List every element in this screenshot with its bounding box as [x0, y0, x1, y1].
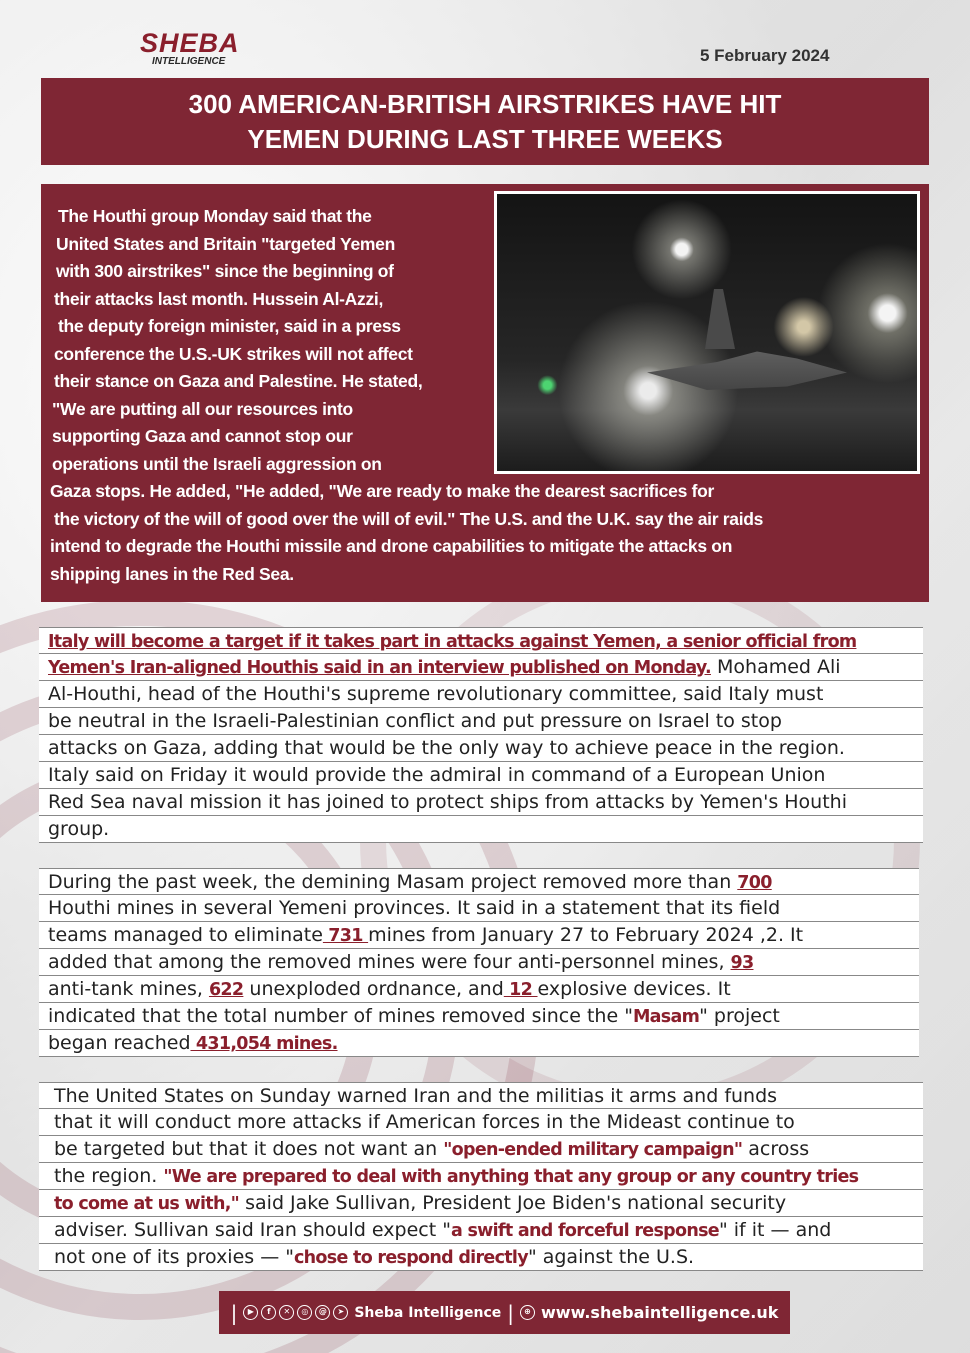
- article-line: [39, 1190, 923, 1217]
- instagram-icon[interactable]: ◎: [297, 1305, 312, 1320]
- threads-icon[interactable]: @: [315, 1305, 330, 1320]
- website-link[interactable]: www.shebaintelligence.uk: [541, 1303, 779, 1322]
- telegram-icon[interactable]: ➤: [333, 1305, 348, 1320]
- logo-main-text: SHEBA: [140, 28, 240, 58]
- lead-line: their attacks last month. Hussein Al-Azzi,: [54, 288, 384, 309]
- divider: |: [230, 1300, 238, 1325]
- italy-article: [39, 627, 923, 843]
- us-warning-article: [39, 1082, 923, 1271]
- article-line: group.: [39, 816, 923, 843]
- article-text: Mohamed Ali: [710, 656, 841, 678]
- lead-line: with 300 airstrikes" since the beginning of: [56, 261, 394, 281]
- article-text: explosive devices. It: [537, 978, 731, 1000]
- footer-bar: [219, 1291, 790, 1334]
- highlight-number: 622: [208, 980, 244, 1000]
- headline-line-1: 300 AMERICAN-BRITISH AIRSTRIKES HAVE HIT: [188, 88, 782, 119]
- highlight-quote: a swift and forceful response: [450, 1221, 719, 1241]
- lead-line: their stance on Gaza and Palestine. He stated,: [54, 371, 423, 391]
- lead-line: Gaza stops. He added, "He added, "We are ready to make the dearest sacrifices for: [50, 481, 715, 501]
- article-line: [39, 1030, 919, 1057]
- highlight-text: Yemen's Iran-aligned Houthis said in an interview published on Monday.: [48, 658, 711, 678]
- article-text: said Jake Sullivan, President Joe Biden's national security: [239, 1192, 787, 1214]
- article-line: [39, 868, 919, 895]
- highlight-quote: to come at us with,": [54, 1194, 240, 1214]
- article-text: " project: [699, 1005, 780, 1027]
- social-icons: [243, 1305, 348, 1320]
- lead-line: supporting Gaza and cannot stop our: [52, 426, 353, 446]
- article-text: mines from January 27 to February 2024 ,2. It: [368, 924, 804, 946]
- article-text: across: [742, 1138, 810, 1160]
- highlight-number: 12: [503, 980, 538, 1000]
- lead-line: conference the U.S.-UK strikes will not affect: [54, 343, 413, 364]
- x-icon[interactable]: ✕: [279, 1305, 294, 1320]
- lead-story-text: [50, 203, 900, 588]
- article-line: [39, 949, 919, 976]
- article-text: adviser. Sullivan said Iran should expect ": [54, 1219, 451, 1241]
- highlight-number: 700: [737, 873, 772, 893]
- article-text: began reached: [48, 1032, 191, 1054]
- article-line: [39, 1217, 923, 1244]
- divider: |: [507, 1300, 515, 1325]
- article-line: be neutral in the Israeli-Palestinian conflict and put pressure on Israel to stop: [39, 708, 923, 735]
- highlight-number: 431,054 mines.: [190, 1034, 338, 1054]
- article-text: not one of its proxies — ": [54, 1246, 294, 1268]
- article-line: Italy said on Friday it would provide the admiral in command of a European Union: [39, 762, 923, 789]
- article-line: that it will conduct more attacks if American forces in the Mideast continue to: [39, 1109, 923, 1136]
- article-line: attacks on Gaza, adding that would be the only way to achieve peace in the region.: [39, 735, 923, 762]
- article-line: [39, 976, 919, 1003]
- article-line: Red Sea naval mission it has joined to protect ships from attacks by Yemen's Houthi: [39, 789, 923, 816]
- article-line: [39, 1163, 923, 1190]
- article-line: [39, 654, 923, 681]
- headline-banner: [41, 78, 929, 165]
- article-text: the region.: [54, 1165, 164, 1187]
- lead-line: the deputy foreign minister, said in a press: [58, 316, 401, 336]
- article-line: Houthi mines in several Yemeni provinces. It said in a statement that its field: [39, 895, 919, 922]
- footer-brand[interactable]: Sheba Intelligence: [354, 1304, 502, 1321]
- highlight-text: Italy will become a target if it takes part in attacks against Yemen, a senior official from: [48, 632, 857, 652]
- lead-line: shipping lanes in the Red Sea.: [50, 563, 294, 584]
- article-text: unexploded ordnance, and: [243, 978, 504, 1000]
- article-line: The United States on Sunday warned Iran and the militias it arms and funds: [39, 1082, 923, 1109]
- article-line: [39, 627, 923, 654]
- article-text: " if it — and: [718, 1219, 832, 1241]
- lead-line: United States and Britain "targeted Yemen: [56, 233, 395, 254]
- article-text: be targeted but that it does not want an: [54, 1138, 444, 1160]
- highlight-quote: "open-ended military campaign": [443, 1140, 743, 1160]
- highlight-quote: "We are prepared to deal with anything that any group or any country tries: [163, 1167, 859, 1187]
- lead-line: operations until the Israeli aggression on: [52, 453, 382, 474]
- sheba-logo: [140, 30, 240, 68]
- headline: [189, 87, 782, 157]
- facebook-icon[interactable]: f: [261, 1305, 276, 1320]
- article-line: Al-Houthi, head of the Houthi's supreme revolutionary committee, said Italy must: [39, 681, 923, 708]
- article-text: indicated that the total number of mines removed since the ": [48, 1005, 633, 1027]
- publication-date: 5 February 2024: [700, 46, 830, 65]
- highlight-number: 731: [322, 926, 369, 946]
- article-text: During the past week, the demining Masam project removed more than: [48, 871, 738, 893]
- youtube-icon[interactable]: ▶: [243, 1305, 258, 1320]
- article-line: [39, 922, 919, 949]
- logo-sub-text: INTELLIGENCE: [152, 56, 226, 67]
- article-text: " against the U.S.: [527, 1246, 695, 1268]
- highlight-quote: chose to respond directly: [294, 1248, 528, 1268]
- lead-line: the victory of the will of good over the will of evil." The U.S. and the U.K. say the air raids: [54, 508, 764, 529]
- article-line: [39, 1244, 923, 1271]
- globe-icon: ⊕: [520, 1305, 535, 1320]
- article-text: anti-tank mines,: [48, 978, 209, 1000]
- lead-line: intend to degrade the Houthi missile and drone capabilities to mitigate the attacks on: [50, 536, 733, 556]
- highlight-number: 93: [730, 953, 754, 973]
- lead-line: "We are putting all our resources into: [52, 398, 353, 419]
- article-line: [39, 1136, 923, 1163]
- demining-article: [39, 868, 919, 1057]
- highlight-text: Masam: [632, 1007, 700, 1027]
- article-text: teams managed to eliminate: [48, 924, 323, 946]
- lead-line: The Houthi group Monday said that the: [58, 206, 372, 226]
- headline-line-2: YEMEN DURING LAST THREE WEEKS: [247, 123, 723, 154]
- article-line: [39, 1003, 919, 1030]
- article-text: added that among the removed mines were four anti-personnel mines,: [48, 951, 731, 973]
